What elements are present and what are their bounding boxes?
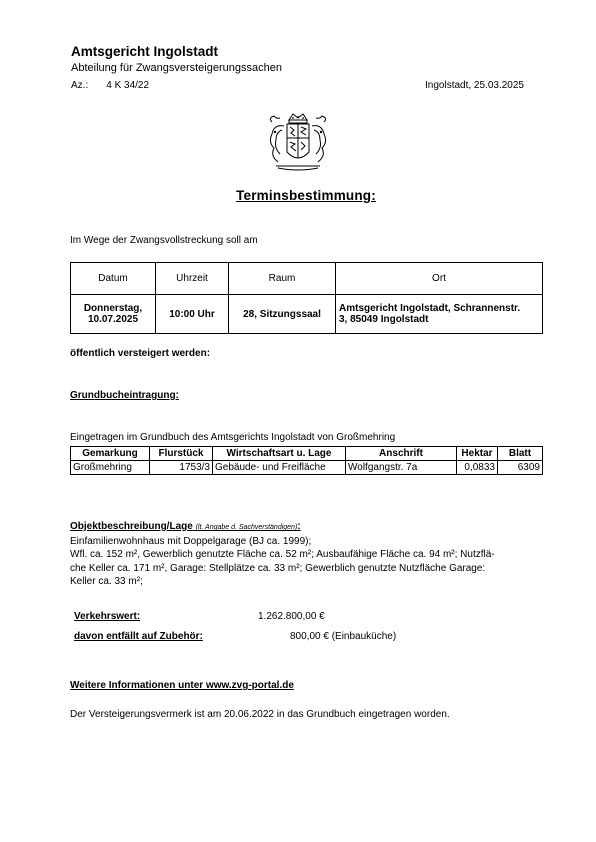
intro-text: Im Wege der Zwangsvollstreckung soll am (70, 235, 258, 246)
termin-date (71, 295, 156, 334)
file-number-label: Az.: (71, 80, 89, 91)
termin-time: 10:00 Uhr (156, 295, 229, 334)
header-anschrift: Anschrift (346, 447, 457, 461)
file-number-value: 4 K 34/22 (106, 80, 150, 91)
department: Abteilung für Zwangsversteigerungssachen (71, 62, 282, 74)
termin-location-line2: 3, 85049 Ingolstadt (339, 314, 429, 325)
termin-location (336, 295, 543, 334)
grundbuch-heading: Grundbucheintragung: (70, 390, 179, 401)
objekt-line: Keller ca. 33 m²; (70, 575, 143, 587)
cell-hektar: 0,0833 (457, 461, 498, 475)
objekt-description (70, 535, 550, 588)
table-row (71, 295, 543, 334)
table-row (71, 461, 543, 475)
table-row (71, 447, 543, 461)
court-name: Amtsgericht Ingolstadt (71, 44, 219, 59)
termin-date-value: 10.07.2025 (87, 314, 139, 325)
cell-anschrift: Wolfgangstr. 7a (346, 461, 457, 475)
objekt-heading-note: (lt. Angabe d. Sachverständigen) (195, 524, 298, 531)
table-row (71, 263, 543, 295)
termin-table (70, 262, 543, 334)
objekt-heading-colon: : (297, 521, 301, 532)
verkehrswert-label: Verkehrswert: (74, 611, 141, 622)
header-flurstueck: Flurstück (150, 447, 213, 461)
cell-blatt: 6309 (498, 461, 543, 475)
file-number (71, 80, 149, 91)
cell-flurstueck: 1753/3 (150, 461, 213, 475)
header-blatt: Blatt (498, 447, 543, 461)
zubehoer-label: davon entfällt auf Zubehör: (74, 631, 203, 642)
termin-weekday: Donnerstag, (83, 303, 143, 314)
objekt-heading-label: Objektbeschreibung/Lage (70, 521, 193, 532)
objekt-line: che Keller ca. 171 m², Garage: Stellplätze ca. 33 m²; Gewerblich genutzte Nutzfläche Garage: (70, 562, 486, 574)
header-gemarkung: Gemarkung (71, 447, 150, 461)
header-raum: Raum (229, 263, 336, 295)
zubehoer-value: 800,00 € (Einbauküche) (290, 631, 397, 642)
termin-room: 28, Sitzungssaal (229, 295, 336, 334)
bavarian-coat-of-arms-icon (262, 112, 334, 174)
cell-gemarkung: Großmehring (71, 461, 150, 475)
header-wirtschaftsart: Wirtschaftsart u. Lage (213, 447, 346, 461)
cell-wirtschaftsart: Gebäude- und Freifläche (213, 461, 346, 475)
info-link[interactable]: Weitere Informationen unter www.zvg-portal.de (70, 680, 294, 691)
header-uhrzeit: Uhrzeit (156, 263, 229, 295)
objekt-heading (70, 521, 301, 532)
header-hektar: Hektar (457, 447, 498, 461)
vermerk-text: Der Versteigerungsvermerk ist am 20.06.2022 in das Grundbuch eingetragen worden. (70, 709, 450, 720)
document-title: Terminsbestimmung: (236, 188, 376, 203)
registered-text: Eingetragen im Grundbuch des Amtsgerichts Ingolstadt von Großmehring (70, 432, 396, 443)
grundbuch-table (70, 446, 543, 475)
header-ort: Ort (336, 263, 543, 295)
header-datum: Datum (71, 263, 156, 295)
termin-location-line1: Amtsgericht Ingolstadt, Schrannenstr. (339, 303, 521, 314)
verkehrswert-value: 1.262.800,00 € (258, 611, 325, 622)
sold-text: öffentlich versteigert werden: (70, 348, 211, 359)
objekt-line: Einfamilienwohnhaus mit Doppelgarage (BJ ca. 1999); (70, 536, 312, 547)
objekt-line: Wfl. ca. 152 m², Gewerblich genutzte Fläche ca. 52 m²; Ausbaufähige Fläche ca. 94 m²; Nutzflä- (70, 549, 495, 561)
place-date: Ingolstadt, 25.03.2025 (425, 80, 524, 91)
